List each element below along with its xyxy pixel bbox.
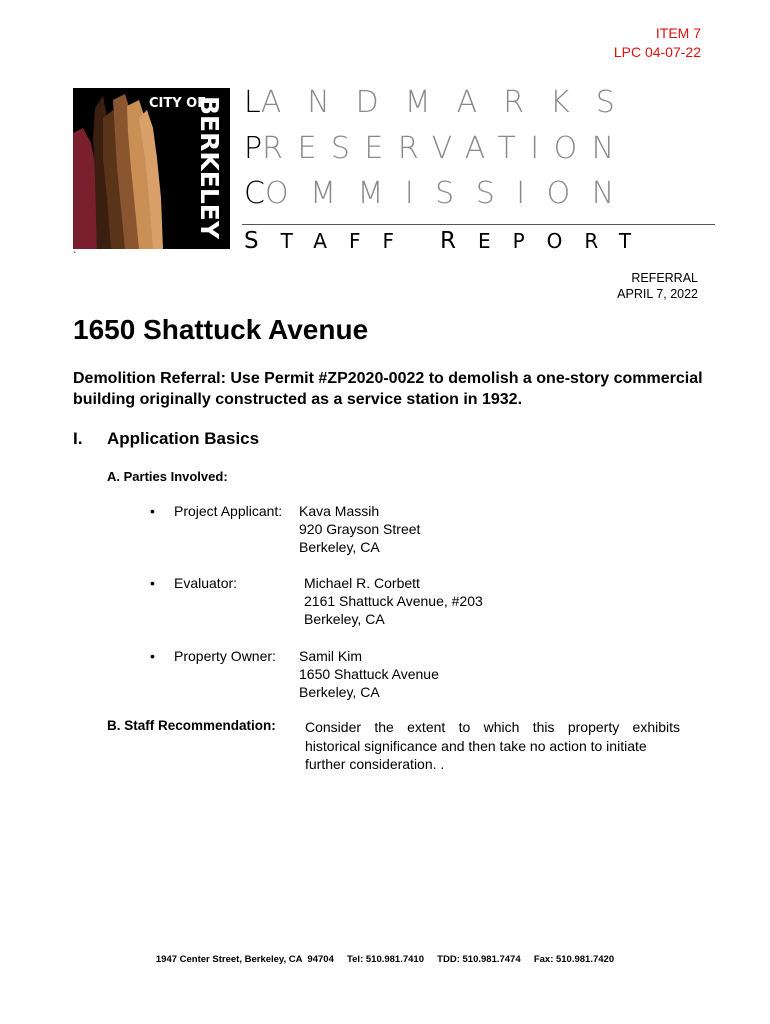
logo-city-of: CITY OF — [149, 96, 207, 111]
logo-berkeley: BERKELEY — [195, 96, 224, 239]
section-number: I. — [73, 429, 83, 448]
report-type: REFERRAL — [631, 271, 698, 285]
party-role: Project Applicant: — [174, 503, 283, 519]
masthead-staff-report: STAFF REPORT — [244, 228, 654, 254]
report-date: APRIL 7, 2022 — [617, 287, 698, 301]
footer-contact: 1947 Center Street, Berkeley, CA 94704 Tel: 510.981.7410 TDD: 510.981.7474 Fax: 510.981.7420 — [155, 954, 615, 965]
masthead-landmarks: LANDMARKS — [244, 85, 641, 120]
bullet-icon: • — [150, 648, 155, 664]
subsection-recommendation-heading: B. Staff Recommendation: — [107, 718, 276, 733]
masthead-divider — [242, 224, 715, 225]
meeting-code: LPC 04-07-22 — [613, 44, 701, 60]
subsection-parties-heading: A. Parties Involved: — [107, 469, 228, 484]
item-header — [614, 24, 701, 62]
party-address: Michael R. Corbett 2161 Shattuck Avenue, #203 Berkeley, CA — [304, 575, 483, 627]
page-subtitle: Demolition Referral: Use Permit #ZP2020-0022 to demolish a one-story commercial building originally constructed as a service station in 1932. — [73, 370, 703, 408]
bullet-icon: • — [150, 503, 155, 519]
masthead-preservation: PRESERVATION — [244, 131, 629, 166]
staff-recommendation: Consider the extent to which this property exhibits historical significance and then take no action to initiate further consideration. . — [305, 719, 680, 772]
party-role: Property Owner: — [174, 648, 276, 664]
bullet-icon: • — [150, 575, 155, 591]
party-address: Samil Kim 1650 Shattuck Avenue Berkeley, CA — [299, 648, 439, 700]
section-title: Application Basics — [107, 429, 260, 448]
party-address: Kava Massih 920 Grayson Street Berkeley, CA — [299, 503, 421, 555]
page-title: 1650 Shattuck Avenue — [73, 314, 369, 345]
city-of-berkeley-logo — [73, 88, 230, 249]
report-meta — [617, 270, 698, 302]
party-role: Evaluator: — [174, 575, 238, 591]
masthead-commission: COMMISSION — [244, 176, 636, 211]
stray-mark: ` — [73, 251, 77, 262]
item-number: ITEM 7 — [655, 25, 701, 41]
